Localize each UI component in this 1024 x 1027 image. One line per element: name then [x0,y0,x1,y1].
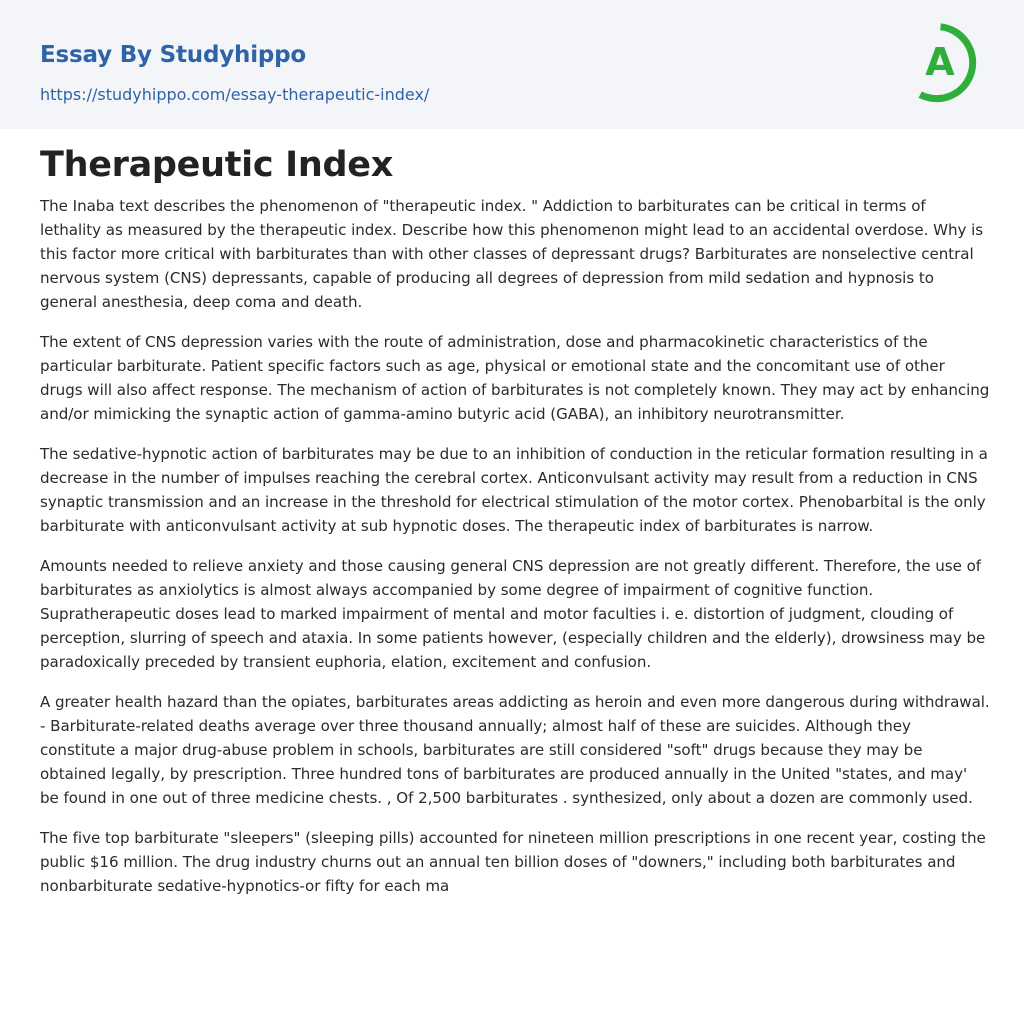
studyhippo-logo-icon[interactable] [912,19,988,107]
essay-paragraph-4: Amounts needed to relieve anxiety and those causing general CNS depression are not greatly different. Therefore, the use of barbiturates as anxiolytics is almost always accompanied by some degree of impairment of cognitive function. Supratherapeutic doses lead to marked impairment of mental and motor faculties i. e. distortion of judgment, clouding of perception, slurring of speech and ataxia. In some patients however, (especially children and the elderly), drowsiness may be paradoxically preceded by transient euphoria, elation, excitement and confusion. [40,557,986,671]
essay-title: Therapeutic Index [40,145,393,185]
essay-paragraph-6: The five top barbiturate "sleepers" (sleeping pills) accounted for nineteen million prescriptions in one recent year, costing the public $16 million. The drug industry churns out an annual ten billion doses of "downers," including both barbiturates and nonbarbiturate sedative-hypnotics-or fifty for each ma [40,829,986,895]
essay-body [40,194,990,914]
site-header [0,0,1024,129]
site-brand[interactable]: Essay By Studyhippo [40,42,307,68]
logo-letter: A [925,40,955,84]
essay-paragraph-2: The extent of CNS depression varies with the route of administration, dose and pharmacokinetic characteristics of the particular barbiturate. Patient specific factors such as age, physical or emotional state and the concomitant use of other drugs will also affect response. The mechanism of action of barbiturates is not completely known. They may act by enhancing and/or mimicking the synaptic action of gamma-amino butyric acid (GABA), an inhibitory neurotransmitter. [40,333,990,423]
essay-paragraph-5: A greater health hazard than the opiates, barbiturates areas addicting as heroin and even more dangerous during withdrawal. - Barbiturate-related deaths average over three thousand annually; almost half of these are suicides. Although they constitute a major drug-abuse problem in schools, barbiturates are still considered "soft" drugs because they may be obtained legally, by prescription. Three hundred tons of barbiturates are produced annually in the United "states, and may' be found in one out of three medicine chests. , Of 2,500 barbiturates . synthesized, only about a dozen are commonly used. [40,693,990,807]
page-url-link[interactable]: https://studyhippo.com/essay-therapeutic-index/ [40,85,430,104]
essay-paragraph-3: The sedative-hypnotic action of barbiturates may be due to an inhibition of conduction in the reticular formation resulting in a decrease in the number of impulses reaching the cerebral cortex. Anticonvulsant activity may result from a reduction in CNS synaptic transmission and an increase in the threshold for electrical stimulation of the motor cortex. Phenobarbital is the only barbiturate with anticonvulsant activity at sub hypnotic doses. The therapeutic index of barbiturates is narrow. [40,445,988,535]
essay-paragraph-1: The Inaba text describes the phenomenon of "therapeutic index. " Addiction to barbiturates can be critical in terms of lethality as measured by the therapeutic index. Describe how this phenomenon might lead to an accidental overdose. Why is this factor more critical with barbiturates than with other classes of depressant drugs? Barbiturates are nonselective central nervous system (CNS) depressants, capable of producing all degrees of depression from mild sedation and hypnosis to general anesthesia, deep coma and death. [40,197,984,311]
